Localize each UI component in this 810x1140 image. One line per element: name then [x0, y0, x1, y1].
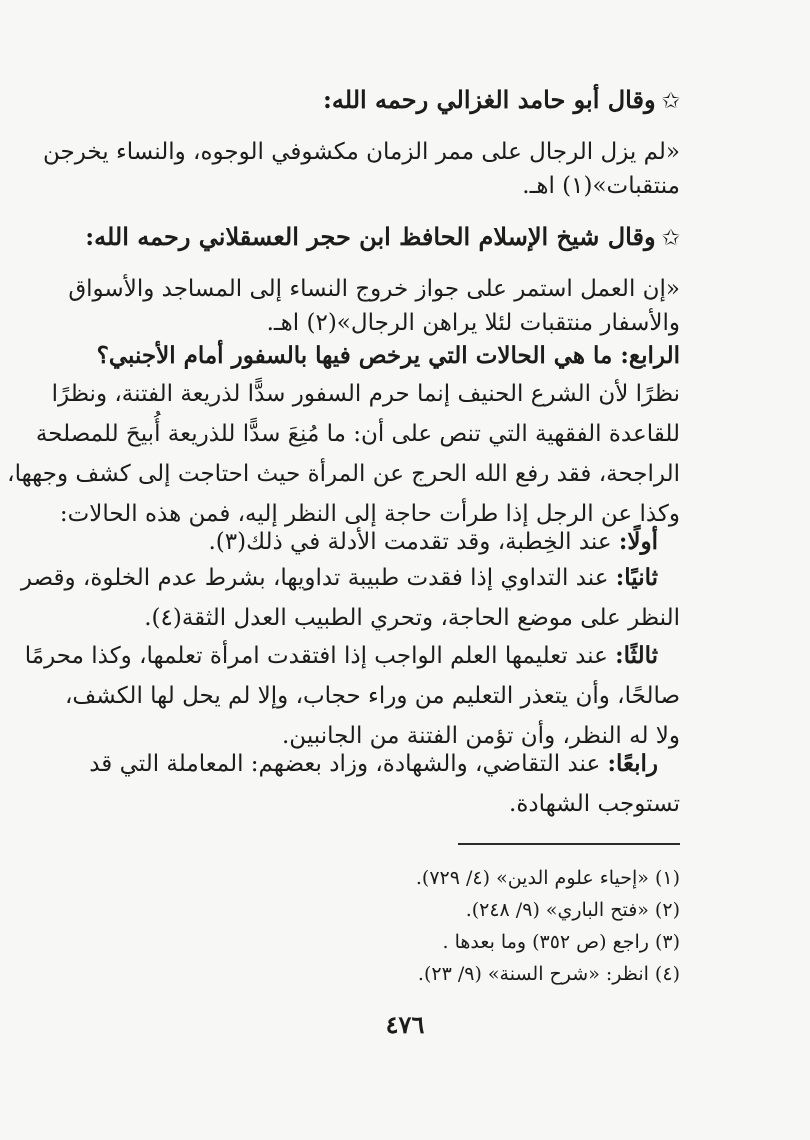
case-line: ثالثًا: عند تعليمها العلم الواجب إذا افتقدت امرأة تعلمها، وكذا محرمًا: [24, 642, 658, 669]
question-heading: الرابع: ما هي الحالات التي يرخص فيها بالسفور أمام الأجنبي؟: [96, 342, 680, 369]
section-heading: ✩وقال شيخ الإسلام الحافظ ابن حجر العسقلاني رحمه الله:: [85, 222, 680, 251]
case-first: [78, 522, 680, 562]
case-line: النظر على موضع الحاجة، وتحري الطبيب العدل الثقة(٤).: [144, 605, 680, 631]
quote-section-ghazali: [42, 80, 680, 206]
quote-line: منتقبات»(١) اهـ.: [522, 173, 680, 199]
footnote-separator: [458, 843, 680, 845]
case-label: أولًا:: [618, 528, 658, 555]
footnote-item: (٢) «فتح الباري» (٩/ ٢٤٨).: [465, 899, 680, 921]
footnote-item: (٤) انظر: «شرح السنة» (٩/ ٢٣).: [417, 963, 680, 985]
case-line: ولا له النظر، وأن تؤمن الفتنة من الجانبين.: [282, 723, 680, 749]
case-fourth: [78, 744, 680, 824]
case-third: [24, 636, 680, 756]
quote-line: «إن العمل استمر على جواز خروج النساء إلى المساجد والأسواق: [68, 276, 680, 302]
star-icon: ✩: [661, 226, 680, 251]
section-heading: ✩وقال أبو حامد الغزالي رحمه الله:: [323, 85, 680, 114]
footnote-item: (٣) راجع (ص ٣٥٢) وما بعدها .: [442, 931, 680, 953]
case-label: ثالثًا:: [615, 642, 658, 669]
paragraph-line: للقاعدة الفقهية التي تنص على أن: ما مُنِعَ سدًّا للذريعة أُبيحَ للمصلحة: [35, 421, 680, 447]
paragraph-line: الراجحة، فقد رفع الله الحرج عن المرأة حيث احتاجت إلى كشف وجهها،: [7, 461, 680, 487]
star-icon: ✩: [661, 89, 680, 114]
quote-section-ibn-hajar: [68, 217, 680, 343]
case-label: ثانيًا:: [615, 564, 658, 591]
main-paragraph: [7, 374, 680, 534]
case-line: رابعًا: عند التقاضي، والشهادة، وزاد بعضهم: المعاملة التي قد: [89, 750, 658, 777]
case-line: ثانيًا: عند التداوي إذا فقدت طبيبة تداويها، بشرط عدم الخلوة، وقصر: [20, 564, 658, 591]
footnotes: [78, 862, 680, 990]
case-label: رابعًا:: [607, 750, 658, 777]
paragraph-line: وكذا عن الرجل إذا طرأت حاجة إلى النظر إليه، فمن هذه الحالات:: [59, 501, 680, 527]
case-line: أولًا: عند الخِطبة، وقد تقدمت الأدلة في ذلك(٣).: [208, 528, 658, 555]
footnote-item: (١) «إحياء علوم الدين» (٤/ ٧٢٩).: [415, 867, 680, 889]
case-second: [20, 558, 680, 638]
quote-line: «لم يزل الرجال على ممر الزمان مكشوفي الوجوه، والنساء يخرجن: [42, 139, 680, 165]
quote-line: والأسفار منتقبات لئلا يراهن الرجال»(٢) اهـ.: [266, 310, 680, 336]
case-line: صالحًا، وأن يتعذر التعليم من وراء حجاب، وإلا لم يحل لها الكشف،: [64, 683, 680, 709]
paragraph-line: نظرًا لأن الشرع الحنيف إنما حرم السفور سدًّا لذريعة الفتنة، ونظرًا: [51, 381, 680, 407]
page-number: ٤٧٦: [385, 1010, 425, 1039]
case-line: تستوجب الشهادة.: [509, 791, 680, 817]
question-heading-block: [78, 336, 680, 376]
